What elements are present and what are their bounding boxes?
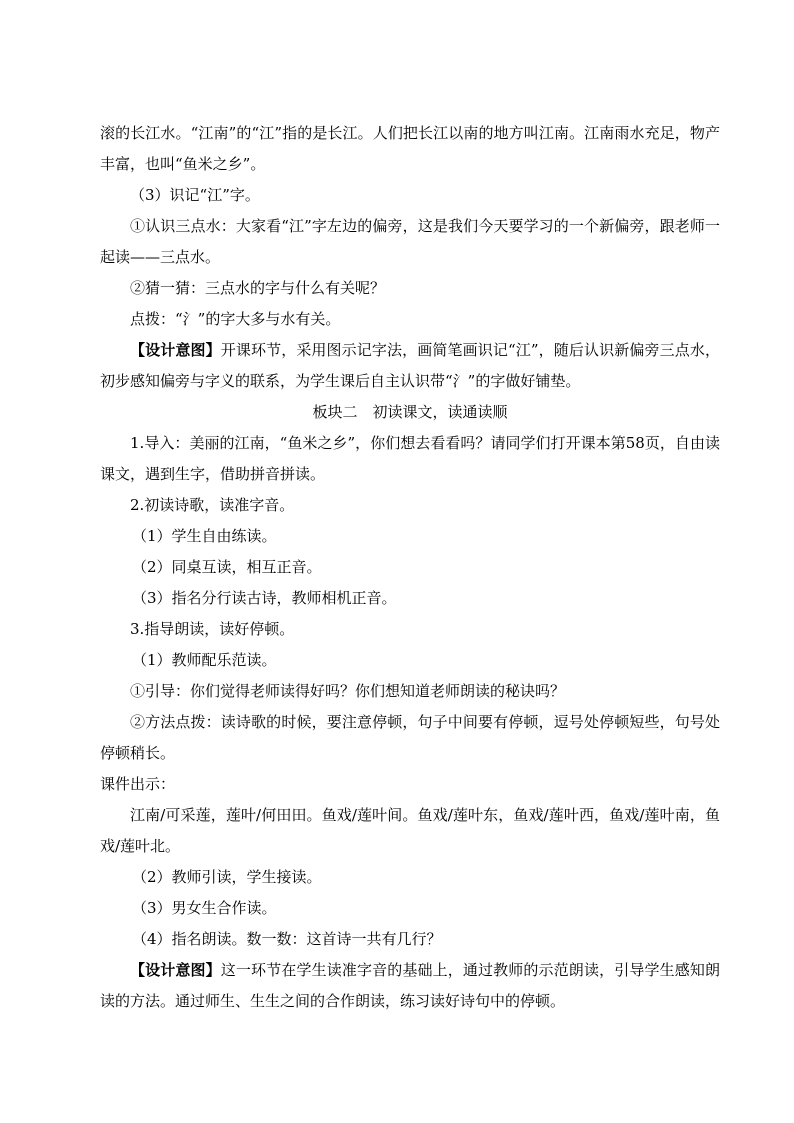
list-item: （1）教师配乐范读。 — [132, 651, 277, 669]
list-item: （2）同桌互读，相互正音。 — [132, 558, 322, 576]
design-intent-label: 【设计意图】 — [130, 341, 221, 359]
poem-with-pauses: 江南/可采莲，莲叶/何田田。鱼戏/莲叶间。鱼戏/莲叶东，鱼戏/莲叶西，鱼戏/莲叶南，鱼戏/莲叶北。 — [100, 806, 720, 855]
design-intent-1 — [100, 335, 720, 397]
step-heading-guided-reading: 3.指导朗读，读好停顿。 — [130, 620, 295, 638]
list-item: （3）男女生合作读。 — [132, 899, 277, 917]
step-heading-first-reading: 2.初读诗歌，读准字音。 — [130, 496, 295, 514]
design-intent-label: 【设计意图】 — [130, 961, 221, 979]
list-item: （4）指名朗读。数一数：这首诗一共有几行？ — [132, 930, 442, 948]
paragraph-method-tip: ②方法点拨：读诗歌的时候，要注意停顿，句子中间要有停顿，逗号处停顿短些，句号处停顿稍长。 — [100, 713, 720, 762]
paragraph-hint: 点拨：“氵”的字大多与水有关。 — [130, 310, 341, 328]
paragraph-introduction: 1.导入：美丽的江南，“鱼米之乡”，你们想去看看吗？请同学们打开课本第58页，自由读课文，遇到生字，借助拼音拼读。 — [100, 434, 720, 483]
list-item: （3）指名分行读古诗，教师相机正音。 — [132, 589, 397, 607]
design-intent-2 — [100, 955, 720, 1017]
document-page — [100, 118, 720, 1017]
section-heading-block-two: 板块二 初读课文，读通读顺 — [312, 403, 508, 421]
design-intent-text: 这一环节在学生读准字音的基础上，通过教师的示范朗读，引导学生感知朗读的方法。通过师生、生生之间的合作朗读，练习读好诗句中的停顿。 — [100, 961, 720, 1010]
list-item: （2）教师引读，学生接读。 — [132, 868, 322, 886]
list-item: （1）学生自由练读。 — [132, 527, 277, 545]
paragraph-intro-continued: 滚的长江水。“江南”的“江”指的是长江。人们把长江以南的地方叫江南。江南雨水充足，物产丰富，也叫“鱼米之乡”。 — [100, 124, 720, 173]
paragraph-courseware-label: 课件出示： — [100, 775, 176, 793]
paragraph-guess: ②猜一猜：三点水的字与什么有关呢？ — [130, 279, 386, 297]
paragraph-learn-radical: ①认识三点水：大家看“江”字左边的偏旁，这是我们今天要学习的一个新偏旁，跟老师一起读——三点水。 — [100, 217, 720, 266]
design-intent-text: 开课环节，采用图示记字法，画简笔画识记“江”，随后认识新偏旁三点水，初步感知偏旁与字义的联系，为学生课后自主认识带“氵”的字做好铺垫。 — [100, 341, 720, 390]
step-heading-remember-jiang: （3）识记“江”字。 — [130, 186, 260, 204]
paragraph-guide-question: ①引导：你们觉得老师读得好吗？你们想知道老师朗读的秘诀吗？ — [130, 682, 566, 700]
